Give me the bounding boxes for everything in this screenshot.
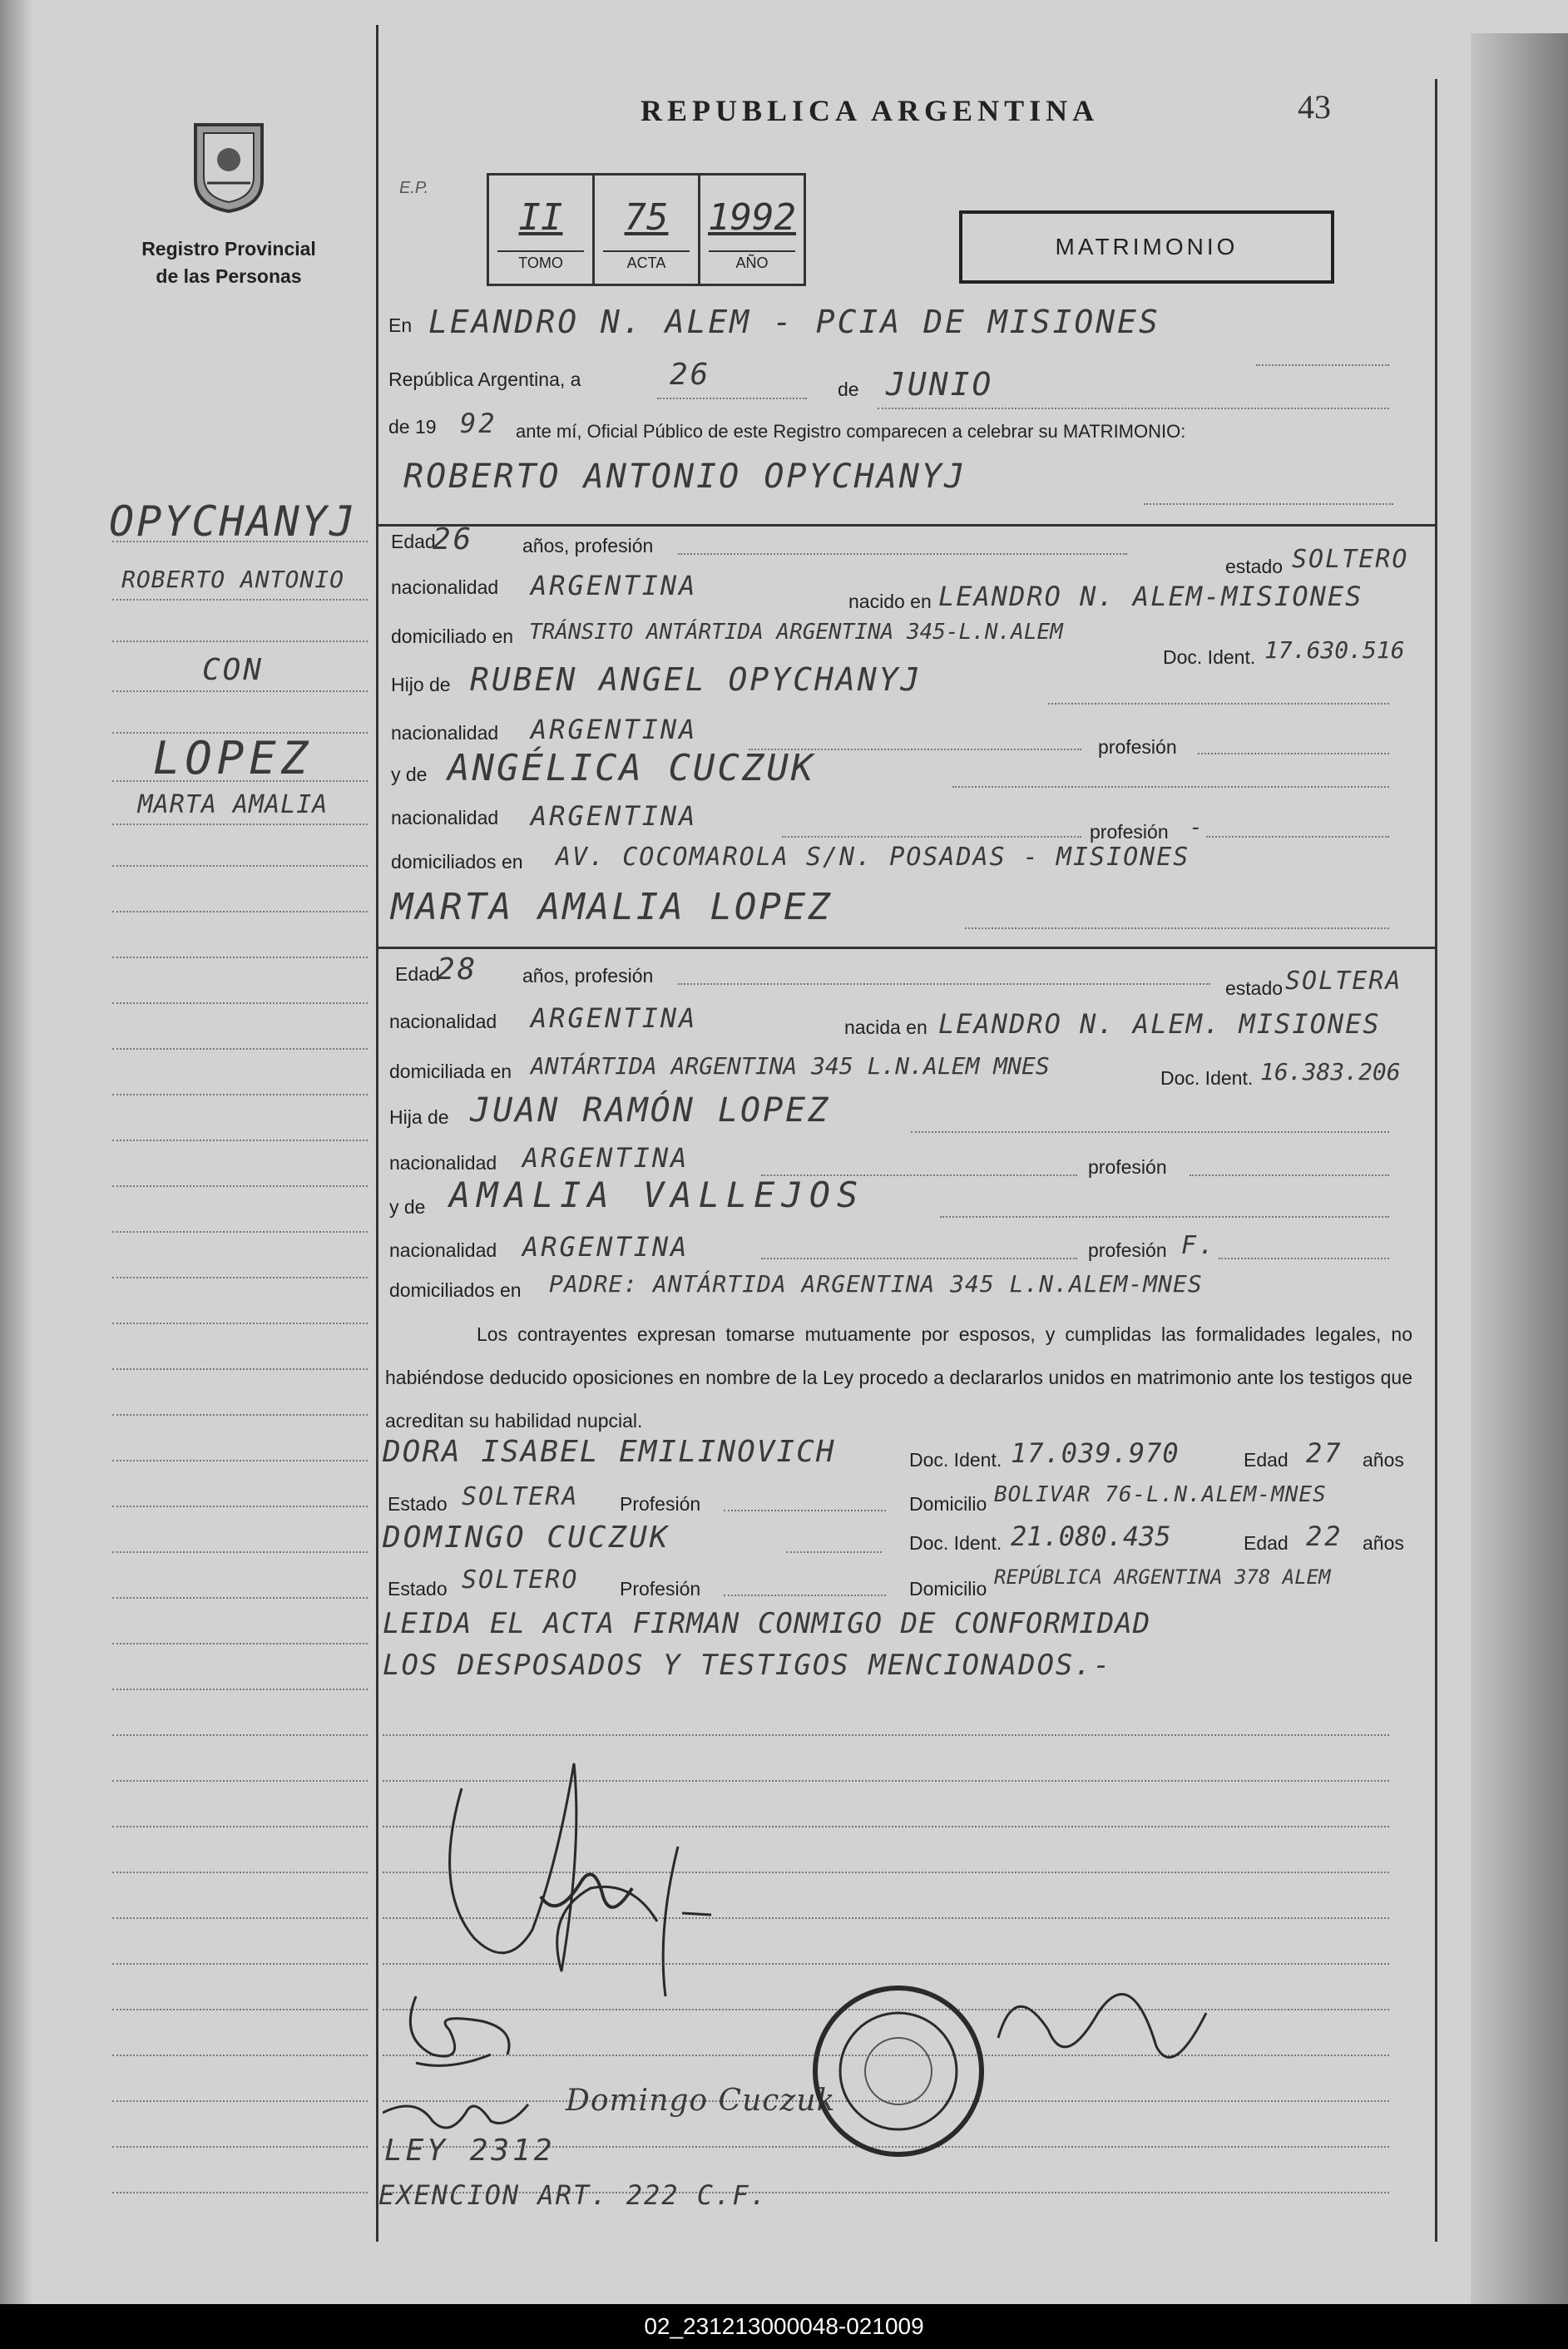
margin-rule-2 — [112, 599, 368, 601]
bride-mother-profesion-rule — [1219, 1258, 1389, 1259]
witness1-edad-label: Edad — [1244, 1449, 1289, 1471]
bride-doc: 16.383.206 — [1260, 1058, 1401, 1085]
margin-rule-28 — [112, 1780, 368, 1782]
margin-rule-37 — [112, 2192, 368, 2193]
margin-rule-9 — [112, 911, 368, 912]
anio-value: 1992 — [708, 196, 796, 239]
bride-mother: AMALIA VALLEJOS — [449, 1174, 865, 1215]
margin-note-bride-surname: LOPEZ — [152, 732, 314, 784]
margin-note-given: ROBERTO ANTONIO — [121, 566, 344, 593]
bride-nacionalidad-label: nacionalidad — [389, 1011, 497, 1032]
groom-hijo-label: Hijo de — [391, 674, 451, 695]
month-rule — [878, 408, 1389, 409]
place-rule — [1256, 364, 1389, 366]
bride-father: JUAN RAMÓN LOPEZ — [470, 1091, 831, 1130]
margin-rule — [376, 25, 378, 2242]
witness2-doc-label: Doc. Ident. — [909, 1532, 1002, 1554]
witness1-signature — [383, 2104, 528, 2128]
bride-estado: SOLTERA — [1285, 967, 1402, 996]
groom-mother-nac-label: nacionalidad — [391, 807, 499, 828]
day-rule — [657, 398, 807, 399]
margin-rule-33 — [112, 2009, 368, 2010]
bride-name-rule — [965, 927, 1389, 929]
groom-section-rule — [378, 524, 1435, 527]
groom-father-rule — [1048, 703, 1389, 705]
margin-rule-35 — [112, 2100, 368, 2102]
margin-rule-12 — [112, 1048, 368, 1050]
margin-rule-20 — [112, 1414, 368, 1416]
groom-mother-rule — [952, 786, 1389, 788]
groom-name-rule — [1144, 503, 1393, 505]
bride-birthplace: LEANDRO N. ALEM. MISIONES — [938, 1008, 1381, 1040]
margin-rule-14 — [112, 1140, 368, 1141]
margin-rule-32 — [112, 1963, 368, 1965]
tomo-cell — [489, 176, 595, 284]
bride-anos-label: años, profesión — [522, 965, 654, 987]
bride-domicilio: ANTÁRTIDA ARGENTINA 345 L.N.ALEM MNES — [531, 1052, 1050, 1080]
acta-value: 75 — [624, 196, 669, 239]
margin-rule-3 — [112, 640, 368, 642]
groom-doc: 17.630.516 — [1264, 636, 1405, 664]
en-label: En — [388, 314, 413, 336]
margin-rule-31 — [112, 1917, 368, 1919]
closing-line-2: LOS DESPOSADOS Y TESTIGOS MENCIONADOS.- — [383, 1649, 1112, 1682]
bride-parents-domicilio: PADRE: ANTÁRTIDA ARGENTINA 345 L.N.ALEM-MNES — [549, 1270, 1203, 1298]
margin-rule-27 — [112, 1734, 368, 1736]
margin-rule-17 — [112, 1277, 368, 1278]
margin-rule-6 — [112, 780, 368, 782]
groom-father-nacionalidad: ARGENTINA — [531, 714, 698, 745]
groom-mother-profesion-rule — [1206, 836, 1389, 838]
bride-father-profesion-label: profesión — [1088, 1156, 1167, 1178]
witness1-estado-label: Estado — [388, 1493, 448, 1515]
bride-doc-label: Doc. Ident. — [1160, 1067, 1254, 1089]
margin-rule-10 — [112, 957, 368, 958]
witness2-profesion-label: Profesión — [620, 1578, 701, 1600]
footer-caption: 02_231213000048-021009 — [0, 2304, 1568, 2349]
margin-note-con: CON — [201, 653, 265, 687]
margin-rule-30 — [112, 1872, 368, 1873]
groom-nacionalidad: ARGENTINA — [531, 570, 698, 601]
bride-domiciliados-label: domiciliados en — [389, 1279, 522, 1301]
anio-cell — [700, 176, 804, 284]
act-place: LEANDRO N. ALEM - PCIA DE MISIONES — [428, 304, 1160, 340]
bride-profesion-rule — [678, 983, 1210, 985]
witness1-doc-label: Doc. Ident. — [909, 1449, 1002, 1471]
registry-stamp-icon — [807, 1980, 990, 2163]
witness1-name: DORA ISABEL EMILINOVICH — [383, 1435, 836, 1469]
groom-mother: ANGÉLICA CUCZUK — [448, 747, 816, 789]
groom-profesion-rule — [678, 553, 1127, 555]
provincial-seal-icon — [187, 118, 270, 214]
bride-father-nac-label: nacionalidad — [389, 1152, 497, 1174]
act-day: 26 — [670, 358, 711, 392]
closing-line-1: LEIDA EL ACTA FIRMAN CONMIGO DE CONFORMIDAD — [383, 1607, 1151, 1640]
bride-mother-rule — [940, 1216, 1389, 1218]
margin-rule-21 — [112, 1460, 368, 1461]
groom-anos-label: años, profesión — [522, 535, 654, 556]
groom-nacido-label: nacido en — [848, 591, 932, 612]
ley-line: LEY 2312 — [384, 2134, 556, 2168]
bride-signature — [410, 1996, 509, 2065]
act-year-suffix: 92 — [460, 408, 497, 439]
witness2-profesion-rule — [724, 1595, 886, 1596]
record-type-box: MATRIMONIO — [959, 210, 1334, 284]
witness1-profesion-label: Profesión — [620, 1493, 701, 1515]
bride-mother-profesion-label: profesión — [1088, 1239, 1167, 1261]
witness1-profesion-rule — [724, 1510, 886, 1511]
bride-hija-label: Hija de — [389, 1106, 449, 1128]
anio-label: AÑO — [709, 250, 795, 272]
bride-domicilio-label: domiciliada en — [389, 1061, 512, 1082]
groom-edad-label: Edad — [391, 531, 436, 552]
bride-age: 28 — [437, 952, 478, 987]
margin-rule-13 — [112, 1094, 368, 1095]
margin-rule-18 — [112, 1323, 368, 1324]
groom-mother-nac-rule — [782, 836, 1081, 838]
witness2-name: DOMINGO CUCZUK — [383, 1521, 670, 1555]
margin-rule-25 — [112, 1643, 368, 1644]
witness2-edad-label: Edad — [1244, 1532, 1289, 1554]
groom-name: ROBERTO ANTONIO OPYCHANYJ — [403, 457, 967, 496]
binding-shadow — [0, 0, 33, 2304]
right-rule — [1435, 79, 1437, 2242]
margin-rule-8 — [112, 865, 368, 867]
witness2-domicilio: REPÚBLICA ARGENTINA 378 ALEM — [994, 1565, 1331, 1589]
witness2-doc: 21.080.435 — [1011, 1521, 1171, 1552]
bride-nacida-label: nacida en — [844, 1016, 927, 1038]
groom-father: RUBEN ANGEL OPYCHANYJ — [470, 661, 922, 698]
margin-rule-15 — [112, 1185, 368, 1187]
witness2-estado: SOLTERO — [462, 1565, 579, 1595]
margin-rule-29 — [112, 1826, 368, 1827]
groom-father-nac-label: nacionalidad — [391, 722, 499, 744]
exencion-line: EXENCION ART. 222 C.F. — [378, 2179, 768, 2211]
bride-section-rule — [378, 947, 1435, 949]
witness1-doc: 17.039.970 — [1011, 1437, 1180, 1469]
margin-rule-19 — [112, 1368, 368, 1370]
margin-rule-11 — [112, 1002, 368, 1004]
margin-rule-7 — [112, 823, 368, 825]
groom-estado: SOLTERO — [1292, 545, 1409, 574]
groom-domicilio-label: domiciliado en — [391, 626, 514, 647]
registry-name-line1: Registro Provincial — [141, 238, 316, 260]
folio-number: 43 — [1298, 88, 1331, 126]
margin-rule-26 — [112, 1689, 368, 1690]
acta-cell — [595, 176, 700, 284]
groom-y-de-label: y de — [391, 764, 428, 785]
bride-father-profesion-rule — [1190, 1174, 1389, 1176]
margin-rule-36 — [112, 2146, 368, 2148]
groom-nacionalidad-label: nacionalidad — [391, 576, 499, 598]
de-label: de — [838, 378, 859, 400]
margin-rule-16 — [112, 1231, 368, 1233]
witness1-domicilio: BOLIVAR 76-L.N.ALEM-MNES — [994, 1482, 1327, 1507]
witness2-domicilio-label: Domicilio — [909, 1578, 987, 1600]
margin-rule-1 — [112, 541, 368, 542]
intro-text: ante mí, Oficial Público de este Registro comparecen a celebrar su MATRIMONIO: — [516, 421, 1186, 442]
groom-parents-domicilio: AV. COCOMAROLA S/N. POSADAS - MISIONES — [556, 843, 1190, 872]
bride-father-nacionalidad: ARGENTINA — [522, 1142, 690, 1174]
bride-father-rule — [911, 1131, 1389, 1133]
page-edge — [1471, 33, 1568, 2304]
witness1-estado: SOLTERA — [462, 1482, 579, 1511]
record-reference-box — [487, 173, 806, 286]
bride-mother-nac-label: nacionalidad — [389, 1239, 497, 1261]
groom-domicilio: TRÁNSITO ANTÁRTIDA ARGENTINA 345-L.N.ALEM — [529, 620, 1063, 645]
bride-mother-profesion: F. — [1181, 1231, 1217, 1260]
acta-label: ACTA — [603, 250, 690, 272]
witness2-name-rule — [786, 1551, 882, 1553]
bride-nacionalidad: ARGENTINA — [531, 1002, 698, 1034]
groom-birthplace: LEANDRO N. ALEM-MISIONES — [938, 581, 1363, 612]
bride-name: MARTA AMALIA LOPEZ — [391, 886, 833, 928]
margin-rule-34 — [112, 2055, 368, 2056]
groom-mother-profesion-label: profesión — [1090, 821, 1169, 843]
groom-age: 26 — [433, 522, 474, 556]
margin-rule-24 — [112, 1597, 368, 1599]
margin-note-surname: OPYCHANYJ — [109, 497, 357, 546]
witness1-anos-label: años — [1363, 1449, 1404, 1471]
bride-mother-nac-rule — [761, 1258, 1077, 1259]
dash-mark — [682, 1913, 711, 1915]
officer-signature — [998, 1995, 1206, 2058]
bride-y-de-label: y de — [389, 1196, 426, 1218]
ref-mark: E.P. — [399, 179, 429, 197]
country-title: REPUBLICA ARGENTINA — [641, 94, 1100, 127]
groom-father-profesion-label: profesión — [1098, 736, 1177, 758]
witness1-age: 27 — [1306, 1437, 1343, 1469]
stroke-mark — [663, 1847, 678, 1996]
tomo-value: II — [518, 196, 563, 239]
year-prefix: de 19 — [388, 416, 437, 438]
act-month: JUNIO — [886, 366, 994, 403]
declaration-text: Los contrayentes expresan tomarse mutuamente por esposos, y cumplidas las formalidades legales, no habiéndose deducido oposiciones en nombre de la Ley procedo a declararlos unidos en matrimonio ante los testigos que acreditan su habilidad nupcial. — [385, 1323, 1412, 1432]
witness2-estado-label: Estado — [388, 1578, 448, 1600]
groom-estado-label: estado — [1225, 556, 1284, 577]
groom-domiciliados-label: domiciliados en — [391, 851, 523, 873]
groom-doc-label: Doc. Ident. — [1163, 646, 1256, 668]
bride-edad-label: Edad — [395, 963, 440, 985]
groom-father-profesion-rule — [1198, 753, 1389, 754]
republica-label: República Argentina, a — [388, 368, 581, 390]
groom-mother-profesion: - — [1190, 815, 1205, 840]
tomo-label: TOMO — [497, 250, 584, 272]
witness1-domicilio-label: Domicilio — [909, 1493, 987, 1515]
margin-rule-22 — [112, 1506, 368, 1507]
registry-name — [125, 235, 333, 290]
groom-signature — [450, 1763, 657, 1971]
bride-estado-label: estado — [1225, 977, 1284, 999]
registry-name-line2: de las Personas — [156, 265, 302, 287]
witness2-anos-label: años — [1363, 1532, 1404, 1554]
margin-note-bride-given: MARTA AMALIA — [137, 790, 329, 819]
margin-rule-23 — [112, 1551, 368, 1553]
margin-rule-4 — [112, 690, 368, 692]
groom-mother-nacionalidad: ARGENTINA — [531, 800, 698, 832]
witness2-age: 22 — [1306, 1521, 1343, 1552]
bride-mother-nacionalidad: ARGENTINA — [522, 1231, 690, 1263]
witness2-signature: Domingo Cuczuk — [566, 2084, 836, 2118]
